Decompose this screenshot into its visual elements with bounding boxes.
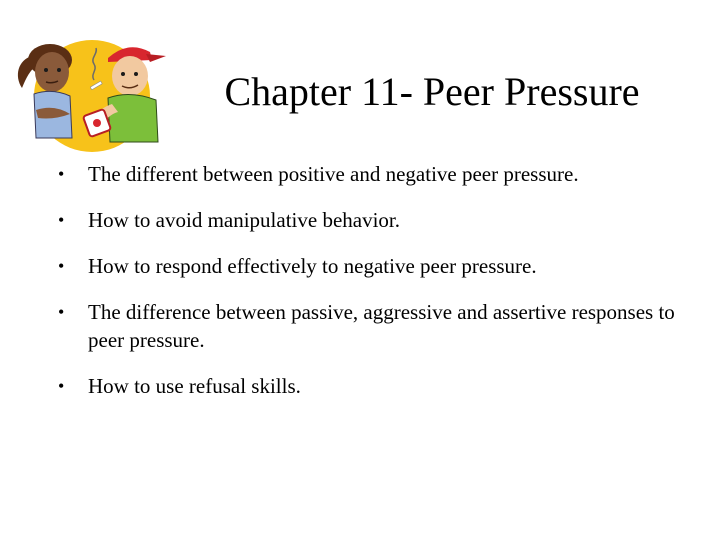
slide-title: Chapter 11- Peer Pressure [224,69,640,114]
bullet-icon: • [58,256,65,276]
boy-face-icon [112,56,148,96]
boy-eye-icon [121,72,125,76]
bullet-text: The different between positive and negative peer pressure. [88,162,579,186]
bullet-icon: • [58,210,65,230]
list-item [58,252,678,280]
bullet-icon: • [58,164,65,184]
list-item [58,206,678,234]
bullet-icon: • [58,376,65,396]
bullet-text: How to use refusal skills. [88,374,301,398]
bullet-text: How to avoid manipulative behavior. [88,208,401,232]
cigarette-pack-logo-icon [93,119,101,127]
bullet-icon: • [58,302,65,322]
girl-eye-icon [44,68,48,72]
bullet-text: How to respond effectively to negative peer pressure. [88,254,537,278]
list-item [58,298,678,354]
boy-cap-brim-icon [146,54,166,62]
girl-face-icon [35,52,69,92]
bullet-text: The difference between passive, aggressive and assertive responses to peer pressure. [88,300,675,352]
bullet-list [58,160,678,418]
list-item [58,160,678,188]
list-item [58,372,678,400]
boy-eye-icon [134,72,138,76]
girl-eye-icon [57,68,61,72]
peer-pressure-cartoon-icon [10,34,170,154]
boy-shirt-icon [108,94,158,142]
